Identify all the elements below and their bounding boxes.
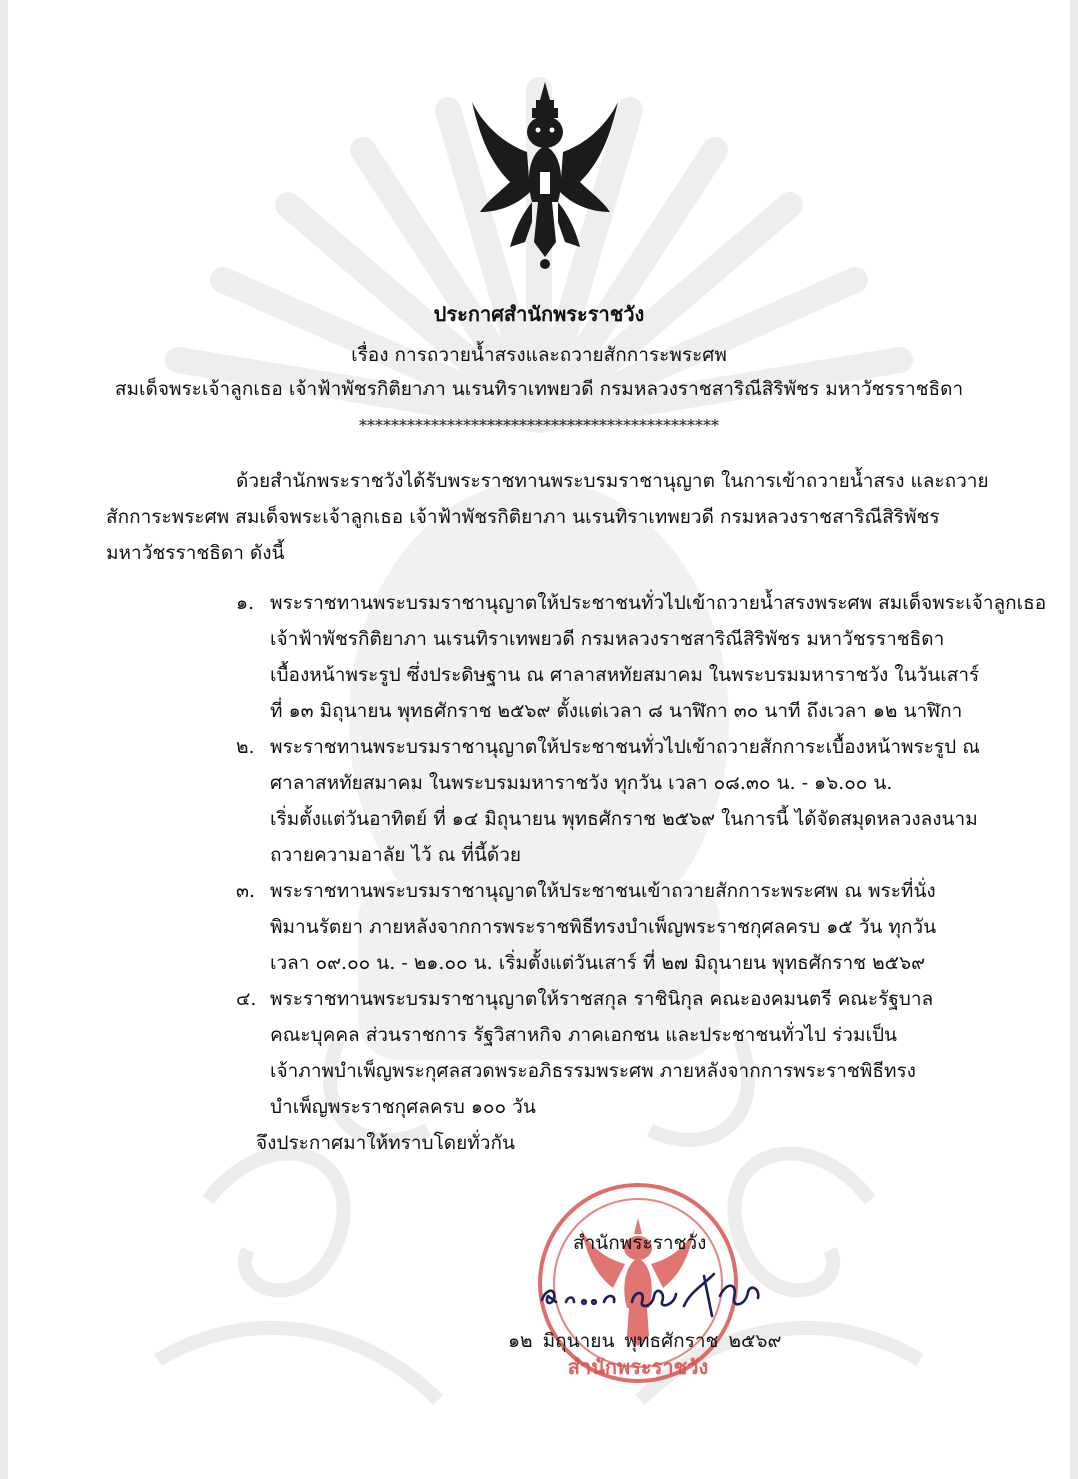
item-1-line: เบื้องหน้าพระรูป ซึ่งประดิษฐาน ณ ศาลาสหทัยสมาคม ในพระบรมมหาราชวัง ในวันเสาร์ — [270, 664, 980, 686]
announcement-subject-name: สมเด็จพระเจ้าลูกเธอ เจ้าฟ้าพัชรกิติยาภา นเรนทิราเทพยวดี กรมหลวงราชสาริณีสิริพัชร มหาวัชรราชธิดา — [114, 378, 964, 400]
item-number: ๑. — [236, 592, 255, 614]
item-4-line: บำเพ็ญพระราชกุศลครบ ๑๐๐ วัน — [270, 1096, 536, 1118]
item-number: ๔. — [236, 988, 257, 1010]
item-2-line: ถวายความอาลัย ไว้ ณ ที่นี้ด้วย — [270, 844, 522, 866]
intro-line-1: ด้วยสำนักพระราชวังได้รับพระราชทานพระบรมราชานุญาต ในการเข้าถวายน้ำสรง และถวาย — [236, 470, 989, 492]
item-2-line: ศาลาสหทัยสมาคม ในพระบรมมหาราชวัง ทุกวัน เวลา ๐๘.๓๐ น. - ๑๖.๐๐ น. — [270, 772, 893, 794]
intro-line-2: สักการะพระศพ สมเด็จพระเจ้าลูกเธอ เจ้าฟ้าพัชรกิติยาภา นเรนทิราเทพยวดี กรมหลวงราชสาริณีสิริพัชร — [106, 506, 940, 528]
announcement-title: ประกาศสำนักพระราชวัง — [433, 302, 645, 326]
item-3-line: พิมานรัตยา ภายหลังจากการพระราชพิธีทรงบำเพ็ญพระราชกุศลครบ ๑๕ วัน ทุกวัน — [270, 916, 937, 938]
item-1-line: เจ้าฟ้าพัชรกิติยาภา นเรนทิราเทพยวดี กรมหลวงราชสาริณีสิริพัชร มหาวัชรราชธิดา — [270, 628, 945, 650]
item-4-line: พระราชทานพระบรมราชานุญาตให้ราชสกุล ราชินิกุล คณะองคมนตรี คณะรัฐบาล — [270, 988, 934, 1010]
closing-statement: จึงประกาศมาให้ทราบโดยทั่วกัน — [256, 1132, 515, 1154]
item-number: ๓. — [236, 880, 256, 902]
svg-text:สำนักพระราชวัง: สำนักพระราชวัง — [567, 1355, 709, 1379]
announcement-subject: เรื่อง การถวายน้ำสรงและถวายสักการะพระศพ — [351, 344, 727, 366]
item-1-line: ที่ ๑๓ มิถุนายน พุทธศักราช ๒๕๖๙ ตั้งแต่เวลา ๘ นาฬิกา ๓๐ นาที ถึงเวลา ๑๒ นาฬิกา — [270, 700, 963, 722]
item-3-line: เวลา ๐๙.๐๐ น. - ๒๑.๐๐ น. เริ่มตั้งแต่วันเสาร์ ที่ ๒๗ มิถุนายน พุทธศักราช ๒๕๖๙ — [270, 952, 925, 974]
announcement-body — [8, 0, 1070, 1479]
item-2-line: พระราชทานพระบรมราชานุญาตให้ประชาชนทั่วไปเข้าถวายสักการะเบื้องหน้าพระรูป ณ — [270, 736, 980, 758]
item-4-line: เจ้าภาพบำเพ็ญพระกุศลสวดพระอภิธรรมพระศพ ภายหลังจากการพระราชพิธีทรง — [270, 1060, 916, 1082]
item-3-line: พระราชทานพระบรมราชานุญาตให้ประชาชนเข้าถวายสักการะพระศพ ณ พระที่นั่ง — [270, 880, 936, 902]
intro-line-3: มหาวัชรราชธิดา ดังนี้ — [106, 542, 285, 564]
item-4-line: คณะบุคคล ส่วนราชการ รัฐวิสาหกิจ ภาคเอกชน และประชาชนทั่วไป ร่วมเป็น — [270, 1024, 898, 1046]
item-2-line: เริ่มตั้งแต่วันอาทิตย์ ที่ ๑๔ มิถุนายน พุทธศักราช ๒๕๖๙ ในการนี้ ได้จัดสมุดหลวงลงนาม — [270, 808, 978, 830]
star-divider: ********************************************* — [359, 416, 719, 435]
item-number: ๒. — [236, 736, 255, 758]
handwritten-signature — [534, 1262, 774, 1322]
signature-date: ๑๒ มิถุนายน พุทธศักราช ๒๕๖๙ — [508, 1330, 782, 1352]
item-1-line: พระราชทานพระบรมราชานุญาตให้ประชาชนทั่วไปเข้าถวายน้ำสรงพระศพ สมเด็จพระเจ้าลูกเธอ — [270, 592, 1047, 614]
signature-office: สำนักพระราชวัง — [573, 1232, 707, 1254]
document-page — [8, 0, 1070, 1479]
